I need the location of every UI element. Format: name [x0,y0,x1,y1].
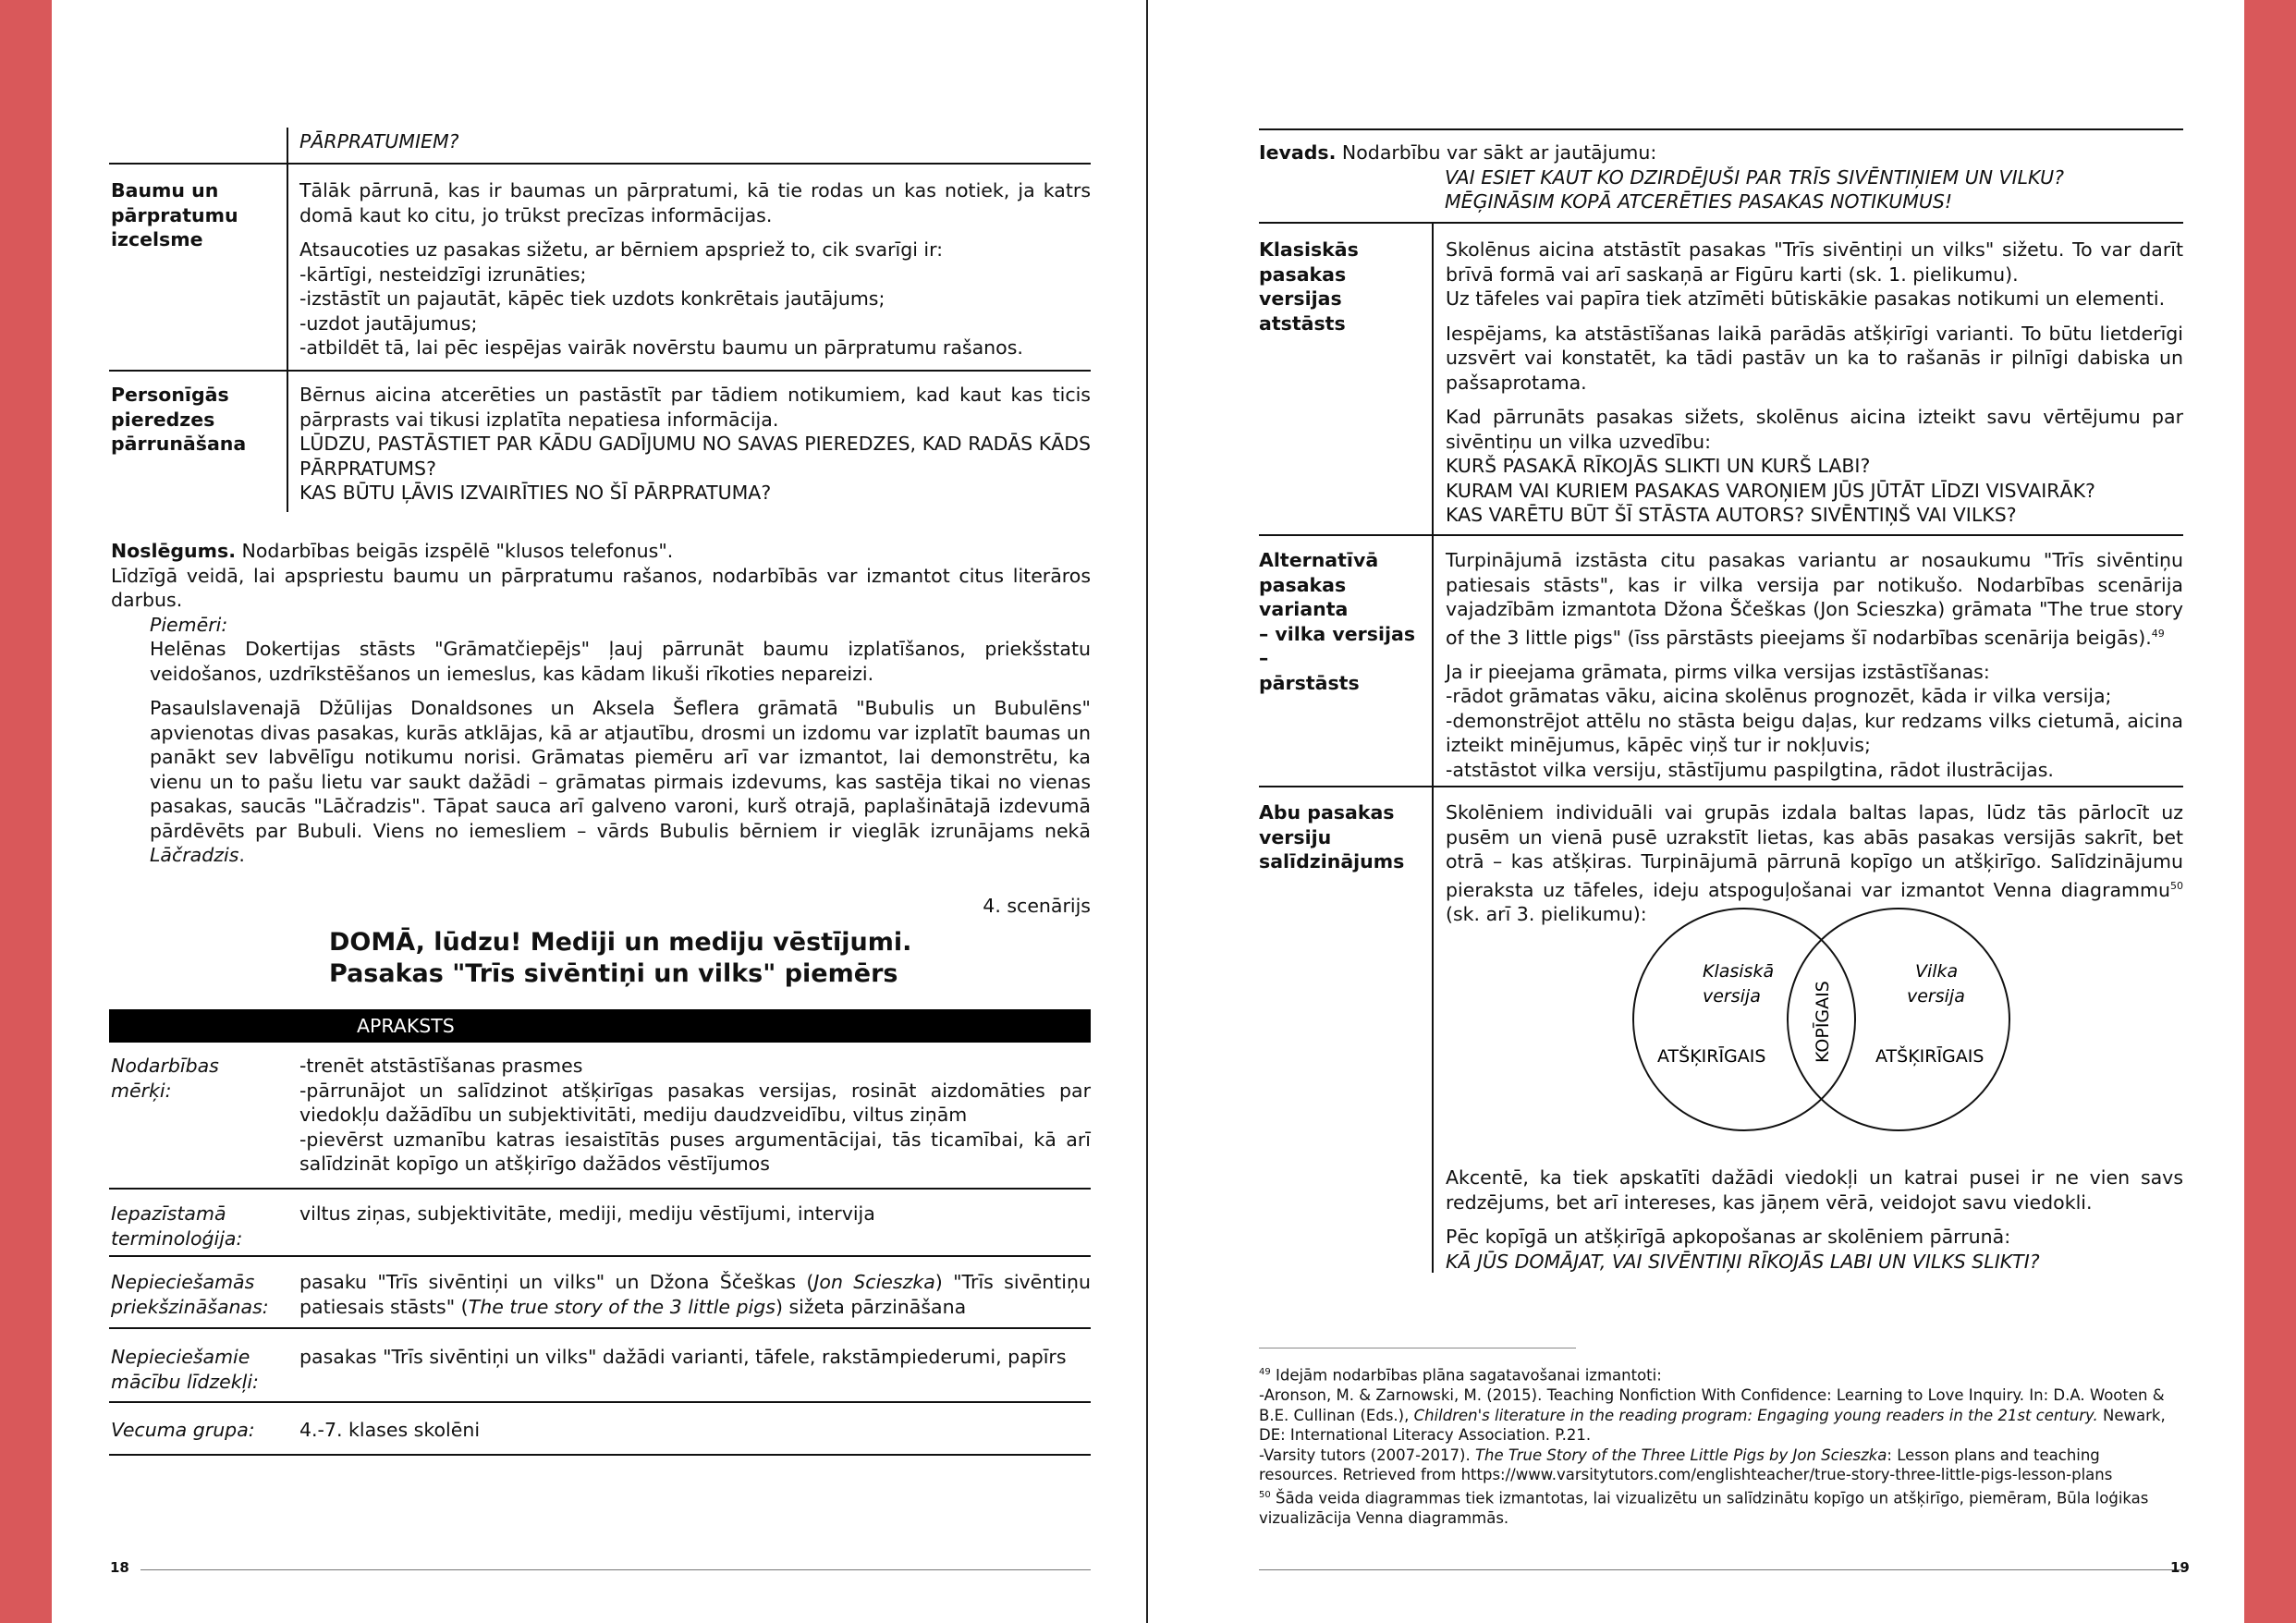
table-divider [287,128,288,165]
example-1: Helēnas Dokertijas stāsts "Grāmatčiepējs" ļauj pārrunāt baumu izplatīšanos, priekšstatu veidošanos, uzdrīkstēšanos un iemeslus, kas kādam likuši rīkoties nepareizi. [150,638,1091,685]
row-label-personal-experience: Personīgās pieredzes pārrunāšana [111,384,247,455]
desc-label-terminology: Iepazīstamā terminoloģija: [111,1202,243,1250]
desc-label-age-group: Vecuma grupa: [111,1419,255,1441]
table-rule [1259,534,2183,536]
table-rule [109,1454,1091,1456]
examples-label: Piemēri: [150,613,228,636]
desc-content-materials: pasakas "Trīs sivēntiņi un vilks" dažādi varianti, tāfele, rakstāmpiederumi, papīrs [299,1346,1067,1368]
desc-content-goals: -trenēt atstāstīšanas prasmes -pārrunājot un salīdzinot atšķirīgas pasakas versijas, rosināt aizdomāties par viedokļu dažādību un subjektivitāti, mediju daudzveidību, viltus ziņām -pievērst uzmanību katras iesaistītās puses argumentācijai, tās ticamībai, kā arī salīdzināt kopīgo un atšķirīgo dažādos vēstījumos [299,1055,1091,1175]
row-content-rumors-origin: Tālāk pārrunā, kas ir baumas un pārpratumi, kā tie rodas un kas notiek, ja katrs domā kaut ko citu, jo trūkst precīzas informācijas. Atsaucoties uz pasakas sižetu, ar bērniem apspriež to, cik svarīgi ir: -kārtīgi, nesteidzīgi izrunāties; -izstāstīt un pajautāt, kāpēc tiek uzdots konkrētais jautājums; -uzdot jautājumus; -atbildēt tā, lai pēc iespējas vairāk novērstu baumu un pārpratumu rašanos. [299,179,1091,359]
venn-left-label: ATŠĶIRĪGAIS [1657,1046,1766,1067]
scenario-title: DOMĀ, lūdzu! Mediji un mediju vēstījumi. Pasakas "Trīs sivēntiņi un vilks" piemērs [329,928,912,988]
table-divider [1432,224,1434,534]
table-rule [109,1401,1091,1403]
table-rule [1259,128,2183,130]
left-page-edge-strip [0,0,52,1623]
intro-label: Ievads. [1259,141,1337,164]
desc-content-terminology: viltus ziņas, subjektivitāte, mediji, mediju vēstījumi, intervija [299,1202,875,1225]
table-divider [1432,536,1434,786]
description-bar: APRAKSTS [109,1009,1091,1043]
venn-center-label: KOPĪGAIS [1813,981,1833,1063]
venn-right-title-line2: versija [1907,986,1965,1007]
row-content-personal-experience: Bērnus aicina atcerēties un pastāstīt par tādiem notikumiem, kad kaut kas ticis pārprasts vai tikusi izplatīta nepatiesa informācija. LŪDZU, PASTĀSTIET PAR KĀDU GADĪJUMU NO SAVAS PIEREDZES, KAD RADĀS KĀDS PĀRPRATUMS? KAS BŪTU ĻĀVIS IZVAIRĪTIES NO ŠĪ PĀRPRATUMA? [299,384,1091,504]
example-2: Pasaulslavenajā Džūlijas Donaldsones un Aksela Šeflera grāmatā "Bubulis un Bubulēns" apvienotas divas pasakas, kurās atklājas, kā ar atjautību, drosmi un izdomu var izplatīt baumas un panākt sev labvēlīgu notikumu norisi. Grāmatas piemēru arī var izmantot, lai demonstrētu, ka vienu un to pašu lietu var saukt dažādi – grāmatas pirmais izdevums, kas sastēja tikai no vienas pasakas, saucās "Lāčradzis". Tāpat sauca arī galveno varoni, kurš otrajā, paplašinātajā izdevumā pārdēvēts par Bubuli. Viens no iemesliem – vārds Bubulis bērniem ir vieglāk izrunājams nekā Lāčradzis. [150,697,1091,866]
table-rule [1259,222,2183,224]
row-content-alternative-version: Turpinājumā izstāsta citu pasakas variantu ar nosaukumu "Trīs sivēntiņu patiesais stāsts", kas ir vilka versija par notikušo. Nodarbības scenārija vajadzībām izmantota Džona Ščeškas (Jon Scieszka) grāmata "The true story of the 3 little pigs" (īss pārstāsts pieejams šī nodarbības scenārija beigās).$^{49}$ Ja ir pieejama grāmata, pirms vilka versijas izstāstīšanas: -rādot grāmatas vāku, aicina skolēnus prognozēt, kāda ir vilka versija; -demonstrējot attēlu no stāsta beigu daļas, kur redzams vilks cietumā, aicina izteikt minējumus, kāpēc viņš tur ir nokļuvis; -atstāstot vilka versiju, stāstījumu paspilgtina, rādot ilustrācijas. [1446,549,2183,781]
page-number: 19 [2170,1559,2190,1576]
venn-right-label: ATŠĶIRĪGAIS [1875,1046,1985,1067]
left-page [52,0,1146,1623]
row-label-classic-retelling: Klasiskās pasakas versijas atstāsts [1259,238,1359,335]
conclusion-section: Noslēgums. Nodarbības beigās izspēlē "klusos telefonus". Līdzīgā veidā, lai apspriestu baumu un pārpratumu rašanos, nodarbībās var izmantot citus literāros darbus. Piemēri: Helēnas Dokertijas stāsts "Grāmatčiepējs" ļauj pārrunāt baumu izplatīšanos, priekšstatu veidošanos, uzdrīkstēšanos un iemeslus, kas kādam likuši rīkoties nepareizi. Pasaulslavenajā Džūlijas Donaldsones un Aksela Šeflera grāmatā "Bubulis un Bubulēns" apvienotas divas pasakas, kurās atklājas, kā ar atjautību, drosmi un izdomu var izplatīt baumas un panākt sev labvēlīgu notikumu norisi. Grāmatas piemēru arī var izmantot, lai demonstrētu, ka vienu un to pašu lietu var saukt dažādi – grāmatas pirmais izdevums, kas sastēja tikai no vienas pasakas, saucās "Lāčradzis". Tāpat sauca arī galveno varoni, kurš otrajā, paplašinātajā izdevumā pārdēvēts par Bubuli. Viens no iemesliem – vārds Bubulis bērniem ir vieglāk izrunājams nekā Lāčradzis. [111,540,1091,866]
right-page [1148,0,2244,1623]
intro-section: Ievads. Nodarbību var sākt ar jautājumu: VAI ESIET KAUT KO DZIRDĒJUŠI PAR TRĪS SIVĒNTIŅIEM UN VILKU? MĒĢINĀSIM KOPĀ ATCERĒTIES PASAKAS NOTIKUMUS! [1259,141,2065,213]
row-content-classic-retelling: Skolēnus aicina atstāstīt pasakas "Trīs sivēntiņi un vilks" sižetu. To var darīt brīvā formā vai arī saskaņā ar Figūru karti (sk. 1. pielikumu). Uz tāfeles vai papīra tiek atzīmēti būtiskākie pasakas notikumi un elementi. Iespējams, ka atstāstīšanas laikā parādās atšķirīgi varianti. To būtu lietderīgi uzsvērt vai konstatēt, ka tādi pastāv un ka to rašanās ir pilnīgi dabiska un pašsaprotama. Kad pārrunāts pasakas sižets, skolēnus aicina izteikt savu vērtējumu par sivēntiņu un vilka uzvedību: KURŠ PASAKĀ RĪKOJĀS SLIKTI UN KURŠ LABI? KURAM VAI KURIEM PASAKAS VAROŅIEM JŪS JŪTĀT LĪDZI VISVAIRĀK? KAS VARĒTU BŪT ŠĪ STĀSTA AUTORS? SIVĒNTIŅŠ VAI VILKS? [1446,238,2183,526]
table-rule [109,1255,1091,1257]
table-divider [1432,787,1434,1273]
footer-rule [1259,1569,2183,1570]
page-number: 18 [110,1559,129,1576]
table-divider [287,165,288,370]
table-divider [287,372,288,512]
desc-content-age-group: 4.-7. klases skolēni [299,1419,481,1441]
desc-label-prerequisites: Nepieciešamās priekšzināšanas: [111,1271,269,1318]
scenario-number: 4. scenārijs [983,895,1091,917]
desc-content-prerequisites: pasaku "Trīs sivēntiņi un vilks" un Džona Ščeškas (Jon Scieszka) "Trīs sivēntiņu patiesais stāsts" (The true story of the 3 little pigs) sižeta pārzināšana [299,1271,1091,1318]
table-rule [109,1327,1091,1329]
row-label-alternative-version: Alternatīvā pasakas varianta – vilka versijas – pārstāsts [1259,549,1416,694]
venn-diagram [1629,904,2017,1135]
venn-left-title-line2: versija [1703,986,1761,1007]
table-rule [109,1188,1091,1190]
comparison-conclusion: Akcentē, ka tiek apskatīti dažādi viedokļi un katrai pusei ir ne vien savs redzējums, bet arī intereses, kas jāņem vērā, veidojot savu viedokli. Pēc kopīgā un atšķirīgā apkopošanas ar skolēniem pārrunā: KĀ JŪS DOMĀJAT, VAI SIVĒNTIŅI RĪKOJĀS LABI UN VILKS SLIKTI? [1446,1166,2183,1273]
desc-label-goals: Nodarbības mērķi: [111,1055,219,1102]
table-rule [1259,786,2183,787]
footnotes: $^{49}$ Idejām nodarbības plāna sagatavošanai izmantoti: -Aronson, M. & Zarnowski, M. (2015). Teaching Nonfiction With Confidence: Learning to Love Inquiry. In: D.A. Wooten & B.E. Cullinan (Eds.), Children's literature in the reading program: Engaging young readers in the 21st century. Newark, DE: International Literacy Association. P.21. -Varsity tutors (2007-2017). The True Story of the Three Little Pigs by Jon Scieszka: Lesson plans and teaching resources. Retrieved from https://www.varsitytutors.com/englishteacher/true-story-three-little-pigs-lesson-plans $^{50}$ Šāda veida diagrammas tiek izmantotas, lai vizualizētu un salīdzinātu kopīgo un atšķirīgo, piemēram, Būla loģikas vizualizācija Venna diagrammās. [1259,1366,2166,1527]
conclusion-label: Noslēgums. [111,540,236,562]
footer-rule [140,1569,1091,1570]
top-cell-text: PĀRPRATUMIEM? [299,130,459,153]
row-label-rumors-origin: Baumu un pārpratumu izcelsme [111,179,238,250]
desc-label-materials: Nepieciešamie mācību līdzekļi: [111,1346,259,1393]
row-label-comparison: Abu pasakas versiju salīdzinājums [1259,801,1405,873]
table-rule [109,370,1091,372]
row-content-comparison: Skolēniem individuāli vai grupās izdala baltas lapas, lūdz tās pārlocīt uz pusēm un vienā pusē uzrakstīt lietas, kas abās pasakas versijās sakrīt, bet otrā – kas atšķiras. Turpinājumā pārrunā kopīgo un atšķirīgo. Salīdzinājumu pieraksta uz tāfeles, ideju atspoguļošanai var izmantot Venna diagrammu$^{50}$ (sk. arī 3. pielikumu): [1446,801,2183,925]
venn-left-title-line1: Klasiskā [1703,961,1775,982]
right-page-edge-strip [2244,0,2296,1623]
table-rule [109,163,1091,165]
venn-right-title-line1: Vilka [1915,961,1959,982]
